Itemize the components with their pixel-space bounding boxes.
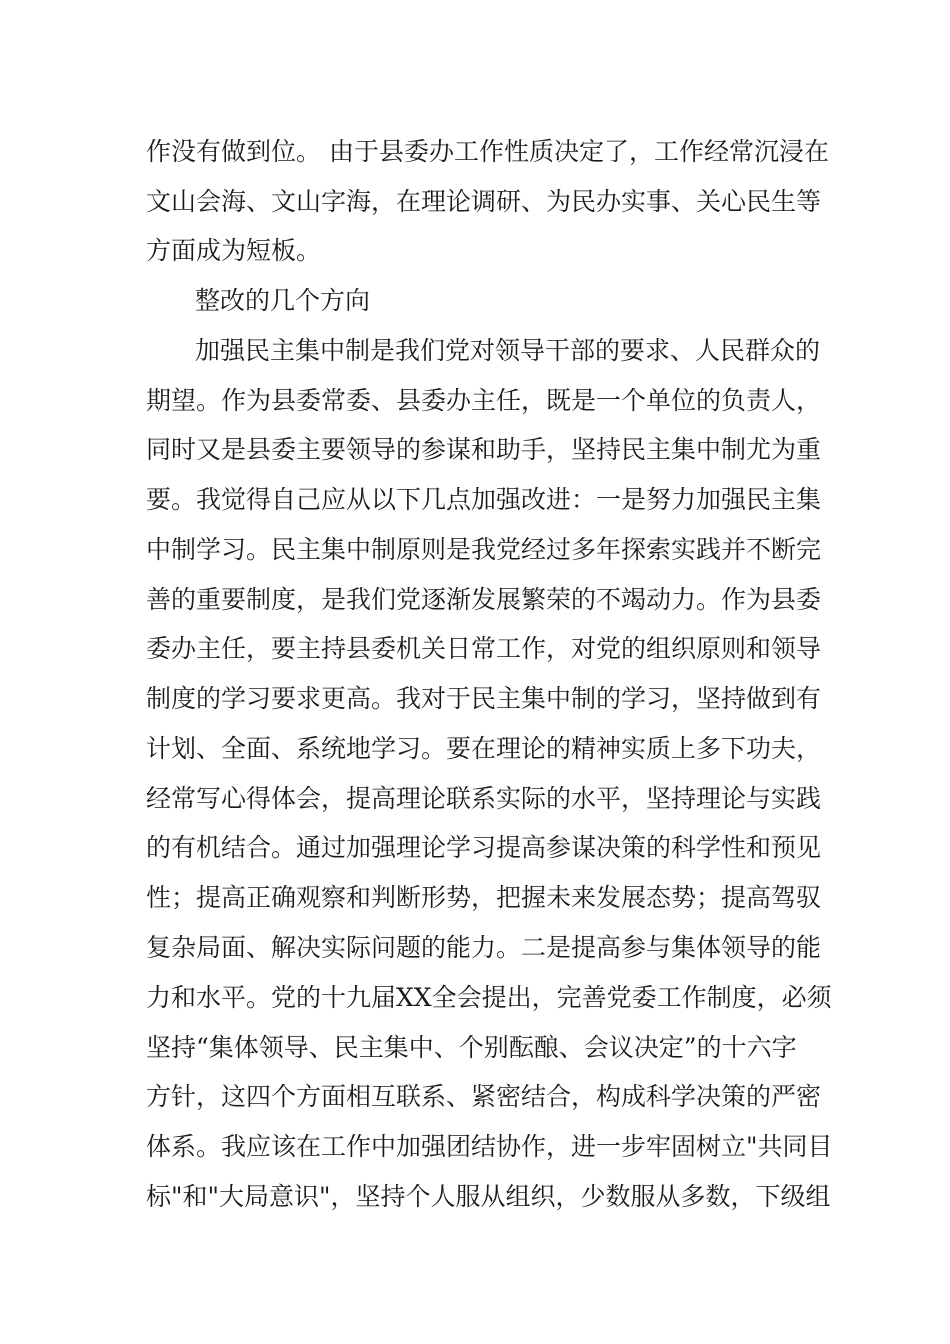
- text-line: 方针，这四个方面相互联系、紧密结合，构成科学决策的严密: [146, 1082, 822, 1111]
- text-line: 要。我觉得自己应从以下几点加强改进：一是努力加强民主集: [146, 485, 822, 514]
- text-line: 的有机结合。通过加强理论学习提高参谋决策的科学性和预见: [146, 833, 822, 862]
- text-line: 文山会海、文山字海，在理论调研、为民办实事、关心民生等: [146, 187, 822, 216]
- section-heading: 整改的几个方向: [195, 286, 371, 315]
- text-line: 委办主任，要主持县委机关日常工作，对党的组织原则和领导: [146, 634, 822, 663]
- text-line: 期望。作为县委常委、县委办主任，既是一个单位的负责人，: [146, 386, 822, 415]
- paragraph-first-line: 加强民主集中制是我们党对领导干部的要求、人民群众的: [195, 336, 821, 365]
- text-line: 体系。我应该在工作中加强团结协作，进一步牢固树立"共同目: [146, 1132, 833, 1161]
- text-line: 善的重要制度，是我们党逐渐发展繁荣的不竭动力。作为县委: [146, 585, 822, 614]
- text-line: 复杂局面、解决实际问题的能力。二是提高参与集体领导的能: [146, 933, 822, 962]
- text-line: 坚持“集体领导、民主集中、个别酝酿、会议决定”的十六字: [146, 1033, 797, 1062]
- text-line: 同时又是县委主要领导的参谋和助手，坚持民主集中制尤为重: [146, 435, 822, 464]
- text-line: 性；提高正确观察和判断形势，把握未来发展态势；提高驾驭: [146, 883, 822, 912]
- text-line: 制度的学习要求更高。我对于民主集中制的学习，坚持做到有: [146, 684, 822, 713]
- text-line: 作没有做到位。 由于县委办工作性质决定了，工作经常沉浸在: [146, 137, 829, 166]
- text-line: 方面成为短板。: [146, 236, 322, 265]
- text-line: 计划、全面、系统地学习。要在理论的精神实质上多下功夫，: [146, 734, 822, 763]
- text-line: 经常写心得体会，提高理论联系实际的水平，坚持理论与实践: [146, 784, 822, 813]
- text-line: 中制学习。民主集中制原则是我党经过多年探索实践并不断完: [146, 535, 822, 564]
- text-line: 力和水平。党的十九届XX全会提出，完善党委工作制度，必须: [146, 983, 832, 1012]
- text-line: 标"和"大局意识"，坚持个人服从组织，少数服从多数，下级组: [146, 1182, 831, 1211]
